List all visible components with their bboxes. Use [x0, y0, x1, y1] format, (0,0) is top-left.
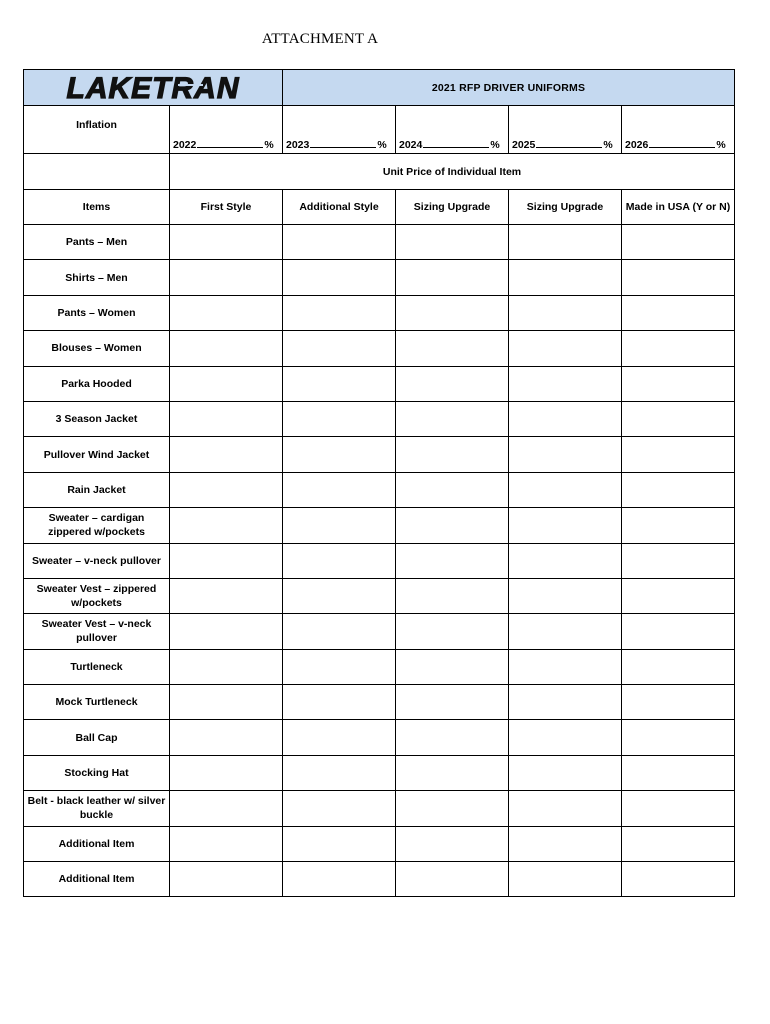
first-style-field[interactable] — [170, 543, 283, 578]
item-label: Parka Hooded — [24, 366, 170, 401]
table-row — [24, 614, 735, 649]
first-style-field[interactable] — [170, 720, 283, 755]
sizing-upgrade-2-field[interactable] — [509, 649, 622, 684]
made-in-usa-field[interactable] — [622, 685, 735, 720]
item-label: Rain Jacket — [24, 472, 170, 507]
made-in-usa-field[interactable] — [622, 649, 735, 684]
item-label: Sweater – v-neck pullover — [24, 543, 170, 578]
item-label: Belt - black leather w/ silver buckle — [24, 791, 170, 826]
form-title: 2021 RFP DRIVER UNIFORMS — [283, 70, 735, 106]
additional-style-field[interactable] — [283, 260, 396, 295]
sizing-upgrade-1-field[interactable] — [396, 260, 509, 295]
additional-style-field[interactable] — [283, 755, 396, 790]
table-row — [24, 720, 735, 755]
sizing-upgrade-1-field[interactable] — [396, 826, 509, 861]
additional-style-field[interactable] — [283, 437, 396, 472]
first-style-field[interactable] — [170, 295, 283, 330]
first-style-field[interactable] — [170, 366, 283, 401]
table-row — [24, 755, 735, 790]
item-label: Shirts – Men — [24, 260, 170, 295]
sizing-upgrade-2-field[interactable] — [509, 225, 622, 260]
made-in-usa-field[interactable] — [622, 614, 735, 649]
first-style-field[interactable] — [170, 685, 283, 720]
sizing-upgrade-1-field[interactable] — [396, 614, 509, 649]
table-row — [24, 366, 735, 401]
made-in-usa-field[interactable] — [622, 295, 735, 330]
made-in-usa-field[interactable] — [622, 366, 735, 401]
table-row — [24, 437, 735, 472]
additional-style-field[interactable] — [283, 578, 396, 613]
table-row — [24, 649, 735, 684]
inflation-2023-field[interactable]: 2023 % — [283, 106, 396, 154]
item-label: Additional Item — [24, 826, 170, 861]
sizing-upgrade-1-field[interactable] — [396, 437, 509, 472]
sizing-upgrade-1-field[interactable] — [396, 472, 509, 507]
sizing-upgrade-2-field[interactable] — [509, 437, 622, 472]
blank-cell — [24, 154, 170, 190]
sizing-upgrade-2-field[interactable] — [509, 720, 622, 755]
sizing-upgrade-2-field[interactable] — [509, 862, 622, 897]
first-style-field[interactable] — [170, 401, 283, 436]
sizing-upgrade-2-field[interactable] — [509, 366, 622, 401]
sizing-upgrade-2-field[interactable] — [509, 401, 622, 436]
uniform-pricing-table — [23, 69, 735, 897]
sizing-upgrade-2-field[interactable] — [509, 578, 622, 613]
sizing-upgrade-2-field[interactable] — [509, 472, 622, 507]
column-header-sizing-upgrade: Sizing Upgrade — [396, 190, 509, 225]
inflation-2024-field[interactable]: 2024 % — [396, 106, 509, 154]
column-header-made-in-usa: Made in USA (Y or N) — [622, 190, 735, 225]
item-label: Mock Turtleneck — [24, 685, 170, 720]
made-in-usa-field[interactable] — [622, 578, 735, 613]
first-style-field[interactable] — [170, 331, 283, 366]
sizing-upgrade-2-field[interactable] — [509, 260, 622, 295]
sizing-upgrade-2-field[interactable] — [509, 755, 622, 790]
item-label: 3 Season Jacket — [24, 401, 170, 436]
additional-style-field[interactable] — [283, 649, 396, 684]
table-row — [24, 472, 735, 507]
sizing-upgrade-1-field[interactable] — [396, 755, 509, 790]
item-label: Pullover Wind Jacket — [24, 437, 170, 472]
sizing-upgrade-1-field[interactable] — [396, 366, 509, 401]
table-row — [24, 685, 735, 720]
item-label: Ball Cap — [24, 720, 170, 755]
additional-style-field[interactable] — [283, 472, 396, 507]
sizing-upgrade-2-field[interactable] — [509, 685, 622, 720]
sizing-upgrade-2-field[interactable] — [509, 331, 622, 366]
logo-cell — [24, 70, 283, 106]
inflation-label: Inflation — [24, 106, 170, 154]
column-header-additional-style: Additional Style — [283, 190, 396, 225]
unit-price-label: Unit Price of Individual Item — [170, 154, 735, 190]
item-label: Stocking Hat — [24, 755, 170, 790]
table-row — [24, 295, 735, 330]
made-in-usa-field[interactable] — [622, 755, 735, 790]
table-row — [24, 791, 735, 826]
made-in-usa-field[interactable] — [622, 543, 735, 578]
item-label: Additional Item — [24, 862, 170, 897]
column-header-items: Items — [24, 190, 170, 225]
first-style-field[interactable] — [170, 755, 283, 790]
item-label: Pants – Women — [24, 295, 170, 330]
inflation-row — [24, 106, 735, 154]
inflation-2022-field[interactable]: 2022 % — [170, 106, 283, 154]
laketran-logo — [28, 73, 278, 103]
item-label: Turtleneck — [24, 649, 170, 684]
logo-text: LAKETRAN — [66, 72, 240, 103]
sizing-upgrade-1-field[interactable] — [396, 543, 509, 578]
sizing-upgrade-2-field[interactable] — [509, 826, 622, 861]
table-row — [24, 862, 735, 897]
sizing-upgrade-1-field[interactable] — [396, 862, 509, 897]
first-style-field[interactable] — [170, 508, 283, 543]
made-in-usa-field[interactable] — [622, 472, 735, 507]
sizing-upgrade-1-field[interactable] — [396, 791, 509, 826]
table-row — [24, 543, 735, 578]
column-header-first-style: First Style — [170, 190, 283, 225]
sizing-upgrade-1-field[interactable] — [396, 401, 509, 436]
made-in-usa-field[interactable] — [622, 260, 735, 295]
inflation-2026-field[interactable]: 2026 % — [622, 106, 735, 154]
sizing-upgrade-2-field[interactable] — [509, 791, 622, 826]
sizing-upgrade-2-field[interactable] — [509, 543, 622, 578]
sizing-upgrade-1-field[interactable] — [396, 578, 509, 613]
additional-style-field[interactable] — [283, 685, 396, 720]
additional-style-field[interactable] — [283, 614, 396, 649]
sizing-upgrade-2-field[interactable] — [509, 508, 622, 543]
sizing-upgrade-2-field[interactable] — [509, 295, 622, 330]
first-style-field[interactable] — [170, 260, 283, 295]
first-style-field[interactable] — [170, 614, 283, 649]
first-style-field[interactable] — [170, 225, 283, 260]
table-row — [24, 826, 735, 861]
additional-style-field[interactable] — [283, 826, 396, 861]
inflation-2025-field[interactable]: 2025 % — [509, 106, 622, 154]
table-row — [24, 331, 735, 366]
header-row — [24, 70, 735, 106]
made-in-usa-field[interactable] — [622, 508, 735, 543]
item-label: Pants – Men — [24, 225, 170, 260]
table-row — [24, 578, 735, 613]
sizing-upgrade-1-field[interactable] — [396, 649, 509, 684]
first-style-field[interactable] — [170, 472, 283, 507]
unit-price-row — [24, 154, 735, 190]
made-in-usa-field[interactable] — [622, 401, 735, 436]
sizing-upgrade-1-field[interactable] — [396, 225, 509, 260]
item-label: Sweater – cardigan zippered w/pockets — [24, 508, 170, 543]
made-in-usa-field[interactable] — [622, 437, 735, 472]
first-style-field[interactable] — [170, 826, 283, 861]
additional-style-field[interactable] — [283, 791, 396, 826]
table-row — [24, 260, 735, 295]
additional-style-field[interactable] — [283, 366, 396, 401]
first-style-field[interactable] — [170, 649, 283, 684]
column-header-row — [24, 190, 735, 225]
sizing-upgrade-1-field[interactable] — [396, 295, 509, 330]
made-in-usa-field[interactable] — [622, 862, 735, 897]
additional-style-field[interactable] — [283, 401, 396, 436]
made-in-usa-field[interactable] — [622, 720, 735, 755]
sizing-upgrade-1-field[interactable] — [396, 508, 509, 543]
item-label: Sweater Vest – zippered w/pockets — [24, 578, 170, 613]
first-style-field[interactable] — [170, 437, 283, 472]
table-row — [24, 401, 735, 436]
additional-style-field[interactable] — [283, 331, 396, 366]
item-label: Blouses – Women — [24, 331, 170, 366]
additional-style-field[interactable] — [283, 720, 396, 755]
table-row — [24, 225, 735, 260]
first-style-field[interactable] — [170, 791, 283, 826]
made-in-usa-field[interactable] — [622, 826, 735, 861]
additional-style-field[interactable] — [283, 543, 396, 578]
sizing-upgrade-2-field[interactable] — [509, 614, 622, 649]
sizing-upgrade-1-field[interactable] — [396, 685, 509, 720]
made-in-usa-field[interactable] — [622, 791, 735, 826]
first-style-field[interactable] — [170, 578, 283, 613]
additional-style-field[interactable] — [283, 508, 396, 543]
table-row — [24, 508, 735, 543]
sizing-upgrade-1-field[interactable] — [396, 720, 509, 755]
made-in-usa-field[interactable] — [622, 225, 735, 260]
made-in-usa-field[interactable] — [622, 331, 735, 366]
sizing-upgrade-1-field[interactable] — [396, 331, 509, 366]
attachment-title: ATTACHMENT A — [261, 31, 379, 47]
item-label: Sweater Vest – v-neck pullover — [24, 614, 170, 649]
column-header-sizing-upgrade: Sizing Upgrade — [509, 190, 622, 225]
additional-style-field[interactable] — [283, 862, 396, 897]
additional-style-field[interactable] — [283, 225, 396, 260]
additional-style-field[interactable] — [283, 295, 396, 330]
first-style-field[interactable] — [170, 862, 283, 897]
